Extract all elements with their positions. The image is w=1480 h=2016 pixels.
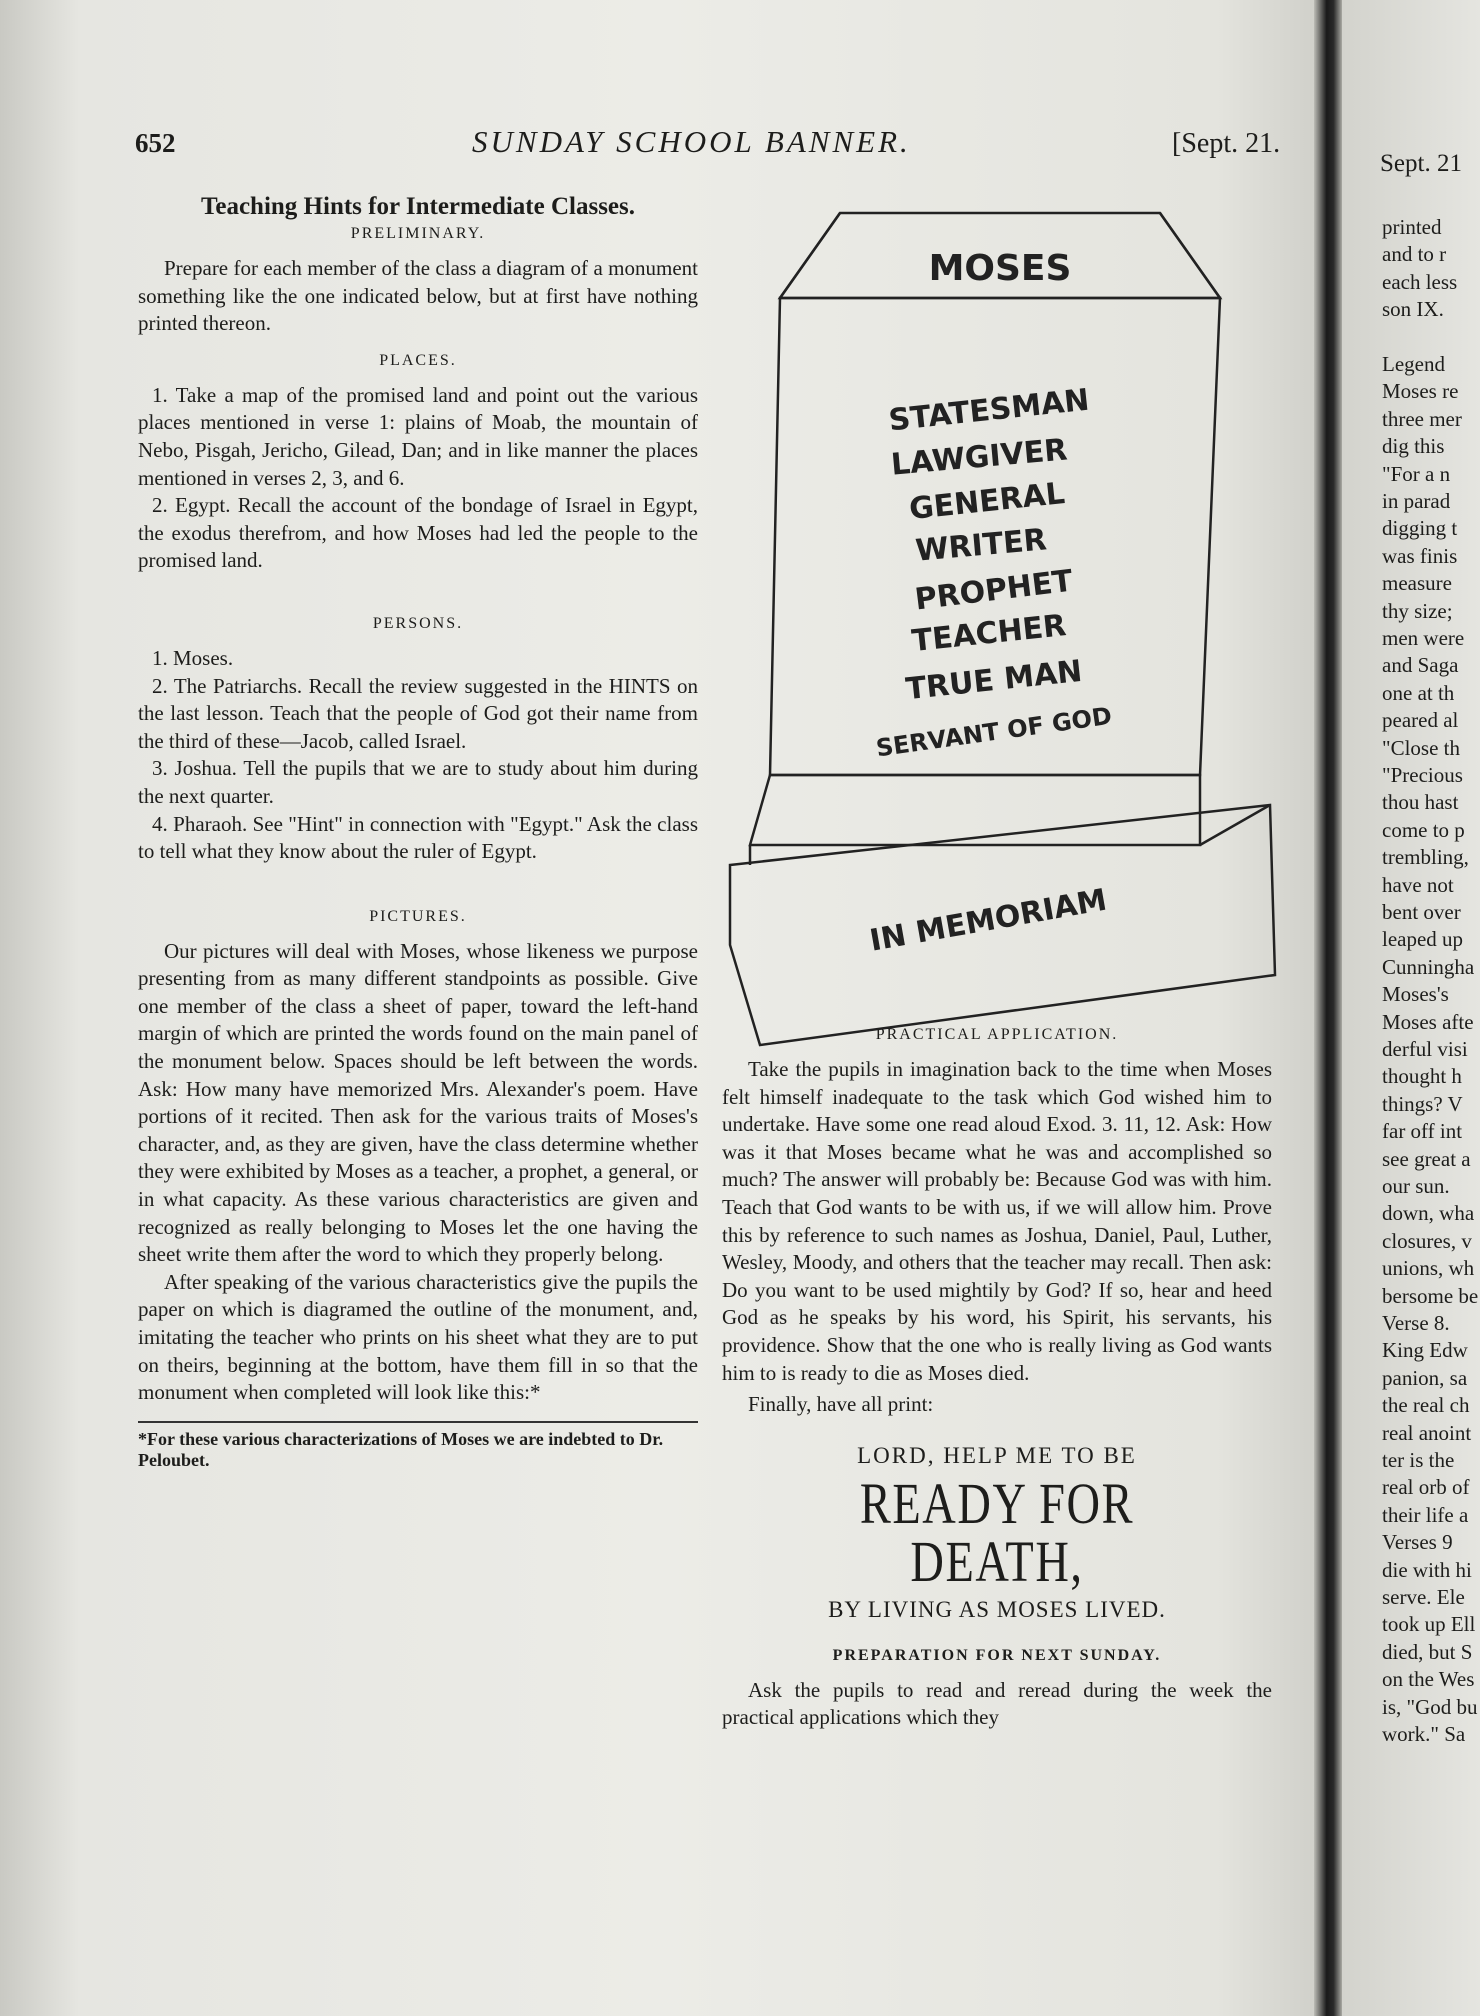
adjacent-page-line: peared al [1382, 708, 1459, 733]
adjacent-page-header: Sept. 21 [1380, 150, 1462, 177]
adjacent-page-line: and Saga [1382, 653, 1459, 678]
footnote-rule [138, 1421, 698, 1423]
adjacent-page-line: thou hast [1382, 790, 1459, 815]
pictures-label: PICTURES. [369, 907, 467, 925]
adjacent-page-line: is, "God bu [1382, 1694, 1478, 1719]
adjacent-page-line: digging t [1382, 516, 1458, 541]
adjacent-page-line: Moses re [1382, 379, 1459, 404]
adjacent-page-line: the real ch [1382, 1393, 1470, 1418]
monument-step [750, 775, 1200, 845]
monument-word-8: SERVANT OF GOD [874, 701, 1114, 763]
adjacent-page-line: on the Wes [1382, 1667, 1475, 1692]
adjacent-page-line: thy size; [1382, 598, 1453, 623]
places-item-1: 1. Take a map of the promised land and point out the various places mentioned in verse 1: plains of Moab, the mountain of Nebo, Pisgah, Jericho, Gilead, Dan; and in like manner the places mentioned in verses 2, 3, and 6. [138, 382, 698, 490]
adjacent-page-line: each less [1382, 269, 1458, 294]
monument-word-6: TEACHER [910, 608, 1068, 660]
adjacent-page-line: Moses afte [1382, 1009, 1474, 1034]
adjacent-page-line: have not [1382, 872, 1454, 897]
adjacent-page-line: ter is the [1382, 1448, 1455, 1472]
adjacent-page-line: panion, sa [1382, 1365, 1468, 1390]
adjacent-page-line: dig this [1382, 434, 1445, 459]
adjacent-page-line: unions, wh [1382, 1256, 1475, 1281]
practical-label: PRACTICAL APPLICATION. [875, 1026, 1119, 1043]
adjacent-page-line: bent over [1382, 900, 1461, 924]
places-label: PLACES. [379, 351, 457, 369]
persons-item-1: 1. Moses. [152, 645, 234, 670]
page-number: 652 [135, 128, 176, 158]
adjacent-page-line: Legend [1382, 352, 1445, 376]
preliminary-label: PRELIMINARY. [350, 225, 486, 242]
adjacent-page-line: work." Sa [1382, 1722, 1466, 1746]
adjacent-page [1342, 0, 1480, 2016]
adjacent-page-line: printed [1382, 215, 1442, 239]
persons-label: PERSONS. [372, 614, 464, 632]
right-column [722, 1022, 1272, 1732]
adjacent-page-line: died, but S [1382, 1639, 1473, 1664]
adjacent-page-line: son IX. [1382, 297, 1444, 322]
finally-text: Finally, have all print: [748, 1392, 934, 1417]
monument-word-3: GENERAL [907, 475, 1067, 528]
monument-word-2: LAWGIVER [889, 432, 1069, 483]
adjacent-page-line: was finis [1382, 543, 1458, 568]
left-column [138, 193, 698, 1471]
adjacent-page-line: far off int [1382, 1119, 1463, 1144]
adjacent-page-line: down, wha [1382, 1201, 1475, 1226]
adjacent-page-line: real anoint [1382, 1420, 1472, 1445]
motto-line-3: BY LIVING AS MOSES LIVED. [828, 1596, 1166, 1622]
adjacent-page-line: Cunningha [1382, 954, 1475, 979]
adjacent-page-line: serve. Ele [1382, 1585, 1465, 1609]
adjacent-page-line: come to p [1382, 817, 1465, 842]
adjacent-page-line: "Close th [1382, 735, 1460, 760]
pictures-paragraph-1: Our pictures will deal with Moses, whose likeness we purpose presenting from as many different standpoints as possible. Give one member of the class a sheet of paper, toward the left-hand margin of which are printed the words found on the main panel of the monument below. Spaces should be left between the words. Ask: How many have memorized Mrs. Alexander's poem. Have portions of it recited. Then ask for the various traits of Moses's character, and, as they are given, have the class determine whether they were exhibited by Moses as a teacher, a prophet, a general, or in what capacity. As these various characteristics are given and recognized as really belonging to Moses let the one having the sheet write them after the word to which they properly belong. [138, 938, 698, 1267]
adjacent-page-line: die with hi [1382, 1557, 1472, 1582]
adjacent-page-line: took up Ell [1382, 1612, 1476, 1637]
monument-word-1: STATESMAN [887, 382, 1091, 439]
monument-base-label: IN MEMORIAM [867, 882, 1110, 959]
adjacent-page-line: measure [1382, 571, 1452, 596]
adjacent-page-line: real orb of [1382, 1475, 1470, 1500]
adjacent-page-line: Moses's [1382, 982, 1449, 1007]
adjacent-page-line: leaped up [1382, 927, 1464, 952]
adjacent-page-line: their life a [1382, 1502, 1469, 1527]
motto-line-1: LORD, HELP ME TO BE [857, 1442, 1137, 1468]
adjacent-page-line: one at th [1382, 680, 1455, 705]
adjacent-page-line: closures, v [1382, 1228, 1472, 1253]
adjacent-page-line: bersome be [1382, 1283, 1479, 1308]
preliminary-text: Prepare for each member of the class a diagram of a monument something like the one indicated below, but at first have nothing printed thereon. [138, 256, 698, 336]
monument-diagram [720, 205, 1280, 1055]
preparation-text: Ask the pupils to read and reread during the week the practical applications which they [722, 1677, 1272, 1730]
adjacent-page-line: our sun. [1382, 1174, 1450, 1198]
adjacent-page-line: Verse 8. [1382, 1311, 1450, 1335]
adjacent-page-line: Verses 9 [1382, 1530, 1453, 1555]
pictures-paragraph-2: After speaking of the various characteristics give the pupils the paper on which is diagramed the outline of the monument, and, imitating the teacher who prints on his sheet what they are to put on theirs, beginning at the bottom, have them fill in so that the monument when completed will look like this:* [138, 1269, 698, 1405]
persons-item-2: 2. The Patriarchs. Recall the review suggested in the HINTS on the last lesson. Teach that the people of God got their name from the third of these—Jacob, called Israel. [138, 673, 698, 753]
adjacent-page-line: trembling, [1382, 845, 1469, 870]
adjacent-page-line: things? V [1382, 1091, 1463, 1116]
persons-item-4: 4. Pharaoh. See "Hint" in connection with "Egypt." Ask the class to tell what they know about the ruler of Egypt. [138, 811, 698, 864]
motto-line-2: READY FOR DEATH, [859, 1470, 1135, 1594]
adjacent-page-line: in parad [1382, 489, 1451, 513]
monument-word-5: PROPHET [912, 563, 1075, 618]
section-heading: Teaching Hints for Intermediate Classes. [200, 193, 636, 220]
places-item-2: 2. Egypt. Recall the account of the bondage of Israel in Egypt, the exodus therefrom, and how Moses had led the people to the promised land. [138, 493, 698, 573]
monument-word-4: WRITER [914, 522, 1049, 569]
adjacent-page-line: men were [1382, 626, 1465, 650]
adjacent-page-line: "Precious [1382, 763, 1463, 787]
adjacent-page-line: three mer [1382, 406, 1462, 431]
preparation-label: PREPARATION FOR NEXT SUNDAY. [832, 1646, 1162, 1664]
adjacent-page-line: "For a n [1382, 461, 1451, 486]
practical-text: Take the pupils in imagination back to the time when Moses felt himself inadequate to the task which God wished him to undertake. Have some one read aloud Exod. 3. 11, 12. Ask: How was it that Moses became what he was and accomplished so much? The answer will probably be: Because God was with him. Teach that God wants to be with us, if we will allow him. Prove this by reference to such names as Joshua, Daniel, Paul, Luther, Wesley, Moody, and others that the teacher may recall. Then ask: Do you want to be used mightily by God? If so, hear and heed God as he speaks by his word, his Spirit, his servants, his providence. Show that the one who is really living as God wants him to is ready to die as Moses died. [722, 1057, 1272, 1385]
persons-item-3: 3. Joshua. Tell the pupils that we are to study about him during the next quarter. [138, 756, 698, 808]
monument-word-7: TRUE MAN [904, 653, 1084, 708]
adjacent-page-line: King Edw [1382, 1338, 1468, 1363]
adjacent-page-line: derful visi [1382, 1037, 1468, 1061]
adjacent-page-line: and to r [1382, 242, 1447, 267]
adjacent-page-line: see great a [1382, 1146, 1471, 1171]
book-gutter [1314, 0, 1342, 2016]
adjacent-page-line: thought h [1382, 1064, 1462, 1089]
running-title: SUNDAY SCHOOL BANNER. [472, 124, 911, 159]
footnote: *For these various characterizations of Moses we are indebted to Dr. Peloubet. [138, 1428, 664, 1470]
page-date: [Sept. 21. [1172, 128, 1281, 159]
monument-top-label: MOSES [928, 248, 1072, 289]
